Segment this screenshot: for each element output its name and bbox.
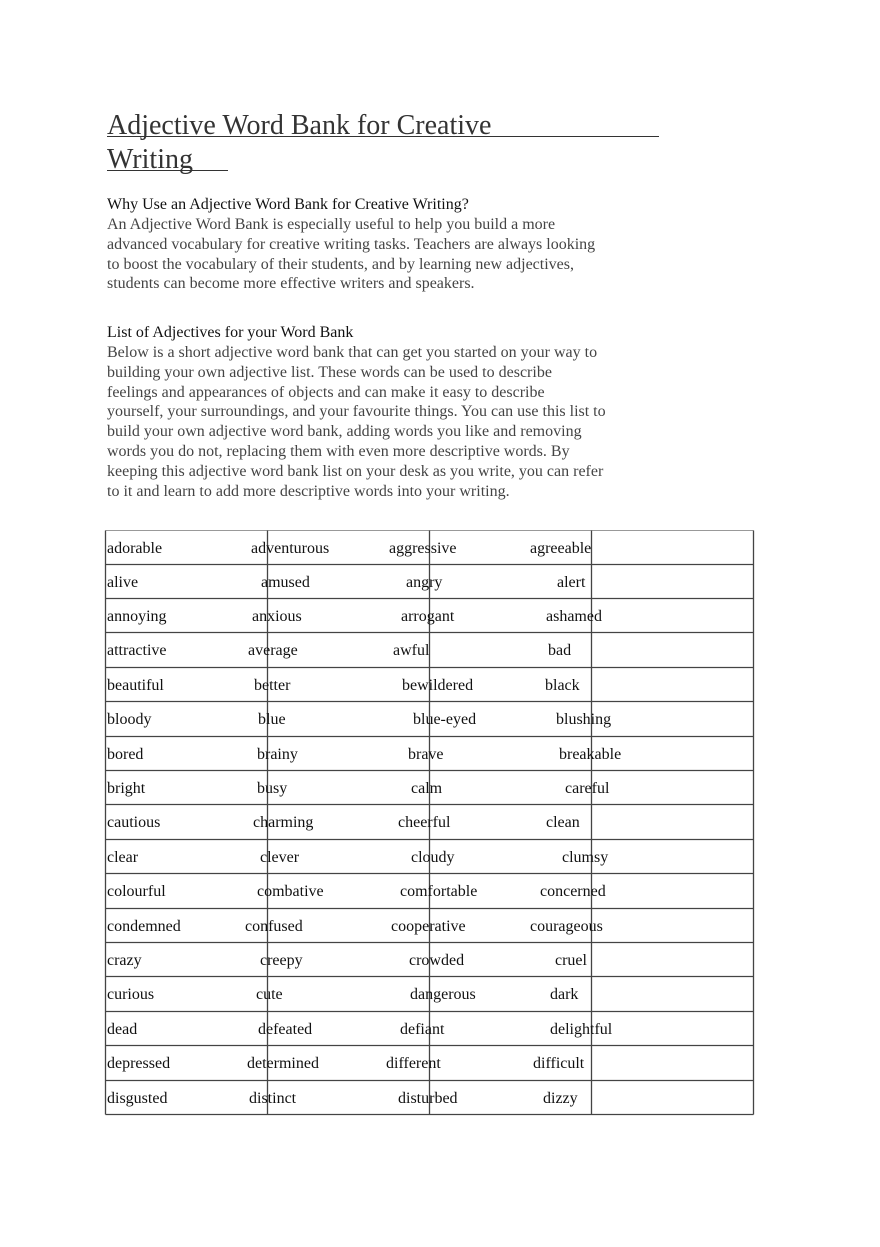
section-heading-list: List of Adjectives for your Word Bank [107,324,354,341]
table-cell-word: concerned [540,883,606,900]
table-cell-word: confused [245,917,303,935]
table-cell-word: delightful [550,1020,613,1038]
table-cell-word: calm [411,779,443,797]
table-cell-word: cruel [555,951,587,969]
table-cell-word: clumsy [562,848,609,866]
table-cell-word: comfortable [400,883,478,900]
paragraph-line: to boost the vocabulary of their students, and by learning new adjectives, [107,255,574,273]
table-cell-word: ashamed [546,607,602,625]
table-cell-word: arrogant [401,607,455,625]
section-heading-why: Why Use an Adjective Word Bank for Creative Writing? [107,196,469,213]
table-cell-word: disturbed [398,1089,458,1107]
table-cell-word: brainy [257,745,298,763]
table-cell-word: amused [261,573,310,591]
table-cell-word: annoying [107,607,167,625]
table-cell-word: bloody [107,711,152,728]
section-paragraph-list [107,343,667,501]
title-underline-2 [107,170,228,171]
table-cell-word: depressed [107,1055,171,1072]
table-cell-word: dead [107,1020,138,1038]
table-cell-word: breakable [559,745,622,763]
table-cell-word: distinct [249,1089,297,1107]
table-cell-word: defeated [258,1020,313,1038]
paragraph-line: yourself, your surroundings, and your favourite things. You can use this list to [107,403,606,421]
table-cell-word: colourful [107,883,166,900]
table-cell-word: crowded [409,951,465,969]
table-cell-word: aggressive [389,539,457,557]
table-cell-word: cute [256,986,283,1003]
table-cell-word: curious [107,986,155,1003]
table-cell-word: different [386,1055,441,1072]
table-cell-word: defiant [400,1020,445,1038]
table-cell-word: bewildered [402,676,474,694]
table-cell-word: adorable [107,539,163,557]
page-title-line-1: Adjective Word Bank for Creative [107,110,492,141]
table-cell-word: better [254,676,291,694]
table-cell-word: clear [107,848,139,866]
table-cell-word: angry [406,573,443,591]
paragraph-line: keeping this adjective word bank list on your desk as you write, you can refer [107,462,604,480]
table-cell-word: busy [257,779,288,797]
page-title-line-2: Writing [107,144,193,175]
paragraph-line: students can become more effective writers and speakers. [107,275,475,293]
table-cell-word: attractive [107,642,167,659]
paragraph-line: advanced vocabulary for creative writing tasks. Teachers are always looking [107,235,596,253]
table-cell-word: difficult [533,1055,585,1072]
table-cell-word: disgusted [107,1089,168,1107]
table-cell-word: determined [247,1055,319,1072]
table-cell-word: adventurous [251,539,330,557]
table-cell-word: clean [546,814,580,831]
table-cell-word: dark [550,986,579,1003]
table-cell-word: blue-eyed [413,711,477,728]
table-cell-word: anxious [252,607,302,625]
table-cell-word: alert [557,573,586,591]
table-cell-word: combative [257,883,324,900]
paragraph-line: An Adjective Word Bank is especially useful to help you build a more [107,216,556,233]
section-paragraph-why [107,215,667,294]
paragraph-line: words you do not, replacing them with even more descriptive words. By [107,442,570,460]
table-cell-word: condemned [107,917,181,935]
table-cell-word: bright [107,779,146,797]
table-cell-word: bored [107,745,144,763]
table-cell-word: charming [253,814,314,831]
table-cell-word: crazy [107,951,142,969]
table-cell-word: blue [258,711,286,728]
table-cell-word: dangerous [410,986,476,1003]
table-cell-word: dizzy [543,1089,578,1107]
paragraph-line: to it and learn to add more descriptive words into your writing. [107,482,510,500]
table-cell-word: cheerful [398,814,451,831]
table-cell-word: courageous [530,917,603,935]
table-cell-word: cautious [107,814,161,831]
paragraph-line: building your own adjective list. These words can be used to describe [107,363,552,381]
table-cell-word: agreeable [530,539,592,557]
table-cell-word: creepy [260,951,303,969]
paragraph-line: build your own adjective word bank, adding words you like and removing [107,423,582,441]
table-cell-word: black [545,676,580,694]
paragraph-line: feelings and appearances of objects and can make it easy to describe [107,383,545,401]
title-underline-1 [107,136,659,137]
table-cell-word: cooperative [391,917,466,935]
table-cell-word: beautiful [107,676,164,694]
table-cell-word: cloudy [411,848,455,866]
table-cell-word: alive [107,573,139,591]
paragraph-line: Below is a short adjective word bank that can get you started on your way to [107,344,598,361]
table-cell-word: blushing [556,711,612,728]
table-cell-word: average [248,642,298,659]
table-cell-word: bad [548,642,572,659]
table-cell-word: clever [260,848,300,866]
table-cell-word: brave [408,745,444,763]
table-cell-word: careful [565,779,610,797]
table-cell-word: awful [393,642,430,659]
